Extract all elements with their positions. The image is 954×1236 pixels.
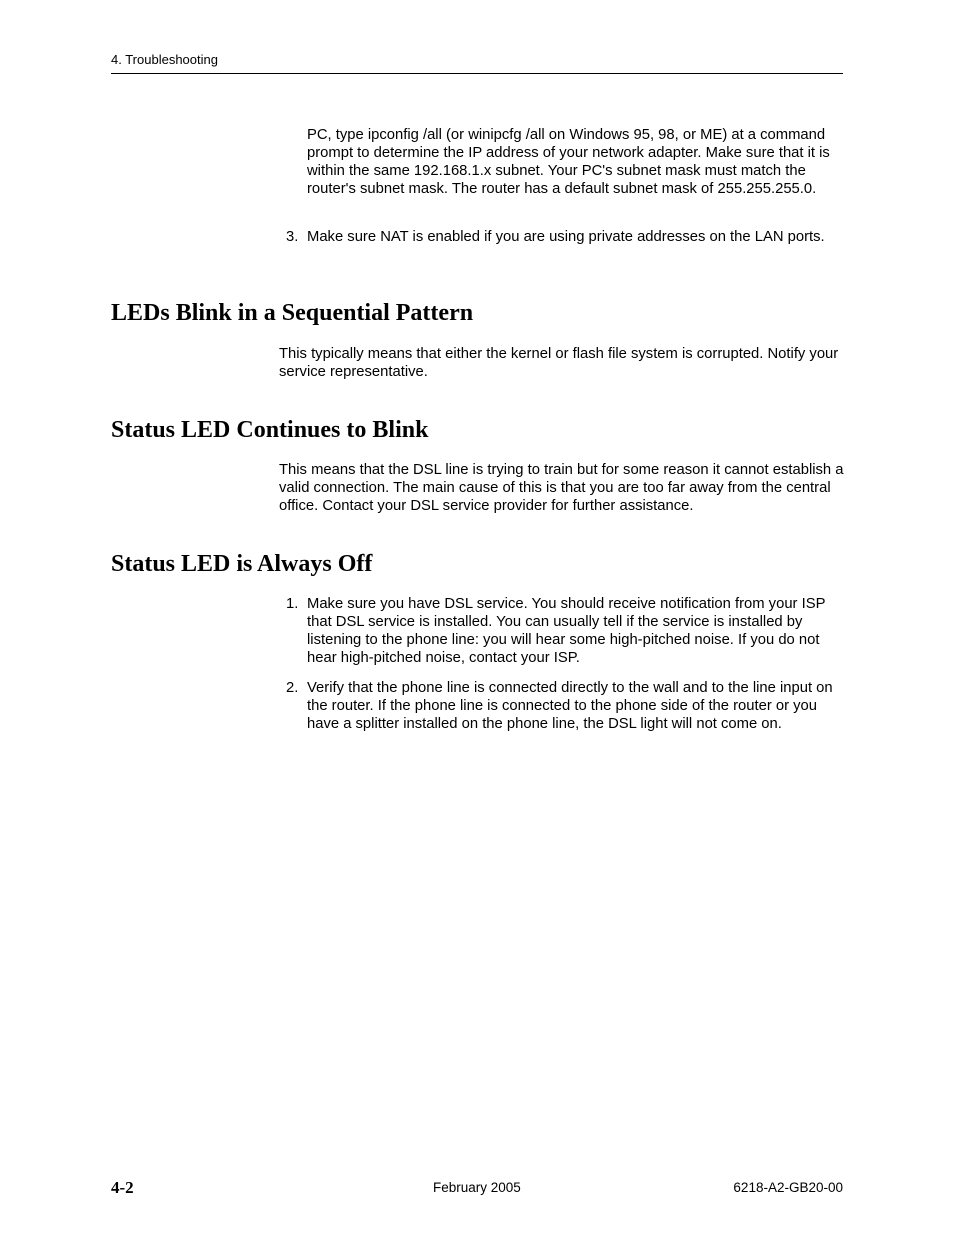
list-item-number: 1.	[286, 596, 299, 612]
header-rule	[111, 73, 843, 74]
list-item-number: 3.	[286, 229, 299, 245]
section-heading-leds-blink: LEDs Blink in a Sequential Pattern	[111, 300, 474, 326]
list-item-text: Verify that the phone line is connected directly to the wall and to the line input on the router. If the phone line is connected to the phone side of the router or you have a splitter installed on the phone line, the DSL light will not come on.	[307, 680, 833, 732]
list-item-text: Make sure NAT is enabled if you are using private addresses on the LAN ports.	[307, 229, 825, 245]
page-number: 4-2	[111, 1178, 134, 1197]
section-body-status-blink: This means that the DSL line is trying to train but for some reason it cannot establish a valid connection. The main cause of this is that you are too far away from the central office. Contact your DSL service provider for further assistance.	[279, 462, 844, 514]
list-item-number: 2.	[286, 680, 299, 696]
footer-date: February 2005	[433, 1180, 521, 1195]
section-heading-status-blink: Status LED Continues to Blink	[111, 417, 429, 443]
running-head: 4. Troubleshooting	[111, 52, 218, 67]
section-body-leds-blink: This typically means that either the kernel or flash file system is corrupted. Notify your service representative.	[279, 346, 839, 380]
list-item-text: Make sure you have DSL service. You should receive notification from your ISP that DSL service is installed. You can usually tell if the service is installed by listening to the phone line: you will hear some high-pitched noise. If you do not hear high-pitched noise, contact your ISP.	[307, 596, 826, 666]
continuation-paragraph: PC, type ipconfig /all (or winipcfg /all on Windows 95, 98, or ME) at a command prompt to determine the IP address of your network adapter. Make sure that it is within the same 192.168.1.x subnet. Your PC's subnet mask must match the router's subnet mask. The router has a default subnet mask of 255.255.255.0.	[307, 127, 830, 197]
footer-doc-number: 6218-A2-GB20-00	[733, 1180, 843, 1195]
section-heading-status-off: Status LED is Always Off	[111, 551, 373, 577]
